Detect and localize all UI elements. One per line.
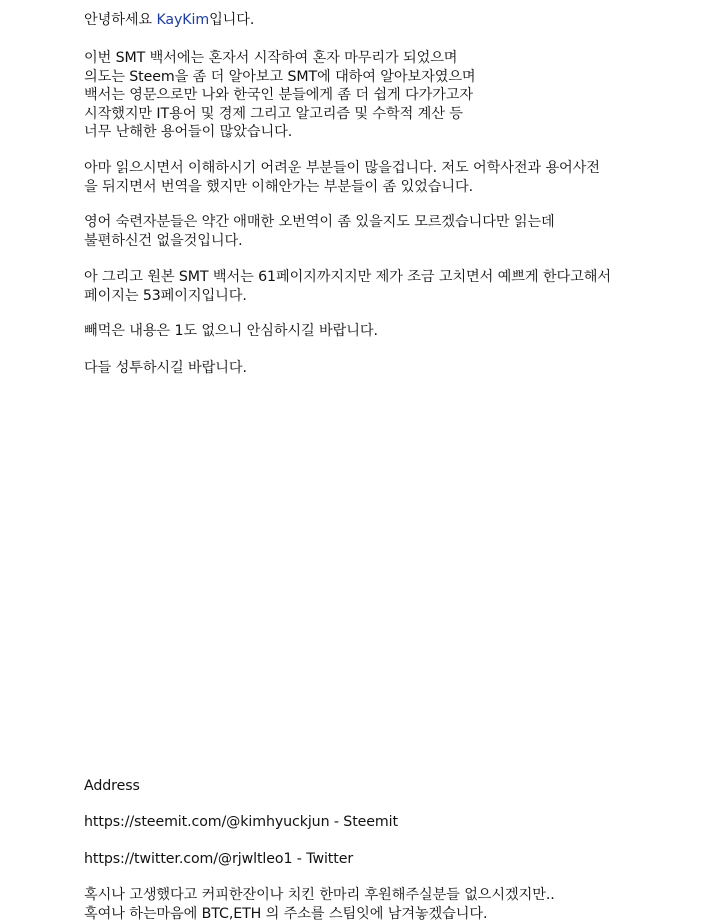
twitter-block: [84, 850, 704, 869]
steemit-block: [84, 813, 704, 832]
paragraph-line: 시작했지만 IT용어 및 경제 그리고 알고리즘 및 수학적 계산 등: [84, 105, 463, 122]
paragraph-closing: [84, 359, 704, 378]
donation-block: [84, 886, 704, 923]
steemit-link-line: https://steemit.com/@kimhyuckjun - Steemit: [84, 814, 398, 830]
paragraph-line: 다들 성투하시길 바랍니다.: [84, 360, 247, 376]
paragraph-line: 아 그리고 원본 SMT 백서는 61페이지까지지만 제가 조금 고치면서 예쁘게 한다고해서: [84, 269, 611, 285]
paragraph-page-count: [84, 268, 704, 305]
greeting-prefix: 안녕하세요: [84, 12, 157, 28]
paragraph-line: 을 뒤지면서 번역을 했지만 이해안가는 부분들이 좀 있었습니다.: [84, 178, 474, 195]
address-label-block: [84, 777, 704, 796]
donation-line: 혹여나 하는마음에 BTC,ETH 의 주소를 스팀잇에 남겨놓겠습니다.: [84, 905, 488, 922]
donation-line: 혹시나 고생했다고 커피한잔이나 치킨 한마리 후원해주실분들 없으시겠지만..: [84, 887, 555, 903]
paragraph-line: 백서는 영문으로만 나와 한국인 분들에게 좀 더 쉽게 다가가고자: [84, 87, 474, 103]
paragraph-line: 아마 읽으시면서 이해하시기 어려운 부분들이 많을겁니다. 저도 어학사전과 용어사전: [84, 160, 600, 176]
paragraph-line: 빼먹은 내용은 1도 없으니 안심하시길 바랍니다.: [84, 323, 378, 339]
greeting-line: [84, 11, 704, 30]
paragraph-line: 의도는 Steem을 좀 더 알아보고 SMT에 대하여 알아보자였으며: [84, 68, 476, 85]
paragraph-line: 불편하신건 없을것입니다.: [84, 232, 243, 249]
paragraph-translation-note: [84, 159, 704, 196]
paragraph-line: 너무 난해한 용어들이 많았습니다.: [84, 124, 293, 140]
paragraph-intro: [84, 49, 704, 142]
paragraph-line: 이번 SMT 백서에는 혼자서 시작하여 혼자 마무리가 되었으며: [84, 50, 458, 66]
address-label: Address: [84, 778, 140, 794]
twitter-link-line: https://twitter.com/@rjwltleo1 - Twitter: [84, 851, 354, 867]
greeting-block: [84, 11, 704, 30]
paragraph-line: 페이지는 53페이지입니다.: [84, 287, 247, 304]
paragraph-english-readers: [84, 213, 704, 250]
author-name: KayKim: [156, 12, 210, 28]
greeting-suffix: 입니다.: [209, 12, 255, 28]
paragraph-completeness: [84, 322, 704, 341]
paragraph-line: 영어 숙련자분들은 약간 애매한 오번역이 좀 있을지도 모르겠습니다만 읽는데: [84, 214, 555, 230]
